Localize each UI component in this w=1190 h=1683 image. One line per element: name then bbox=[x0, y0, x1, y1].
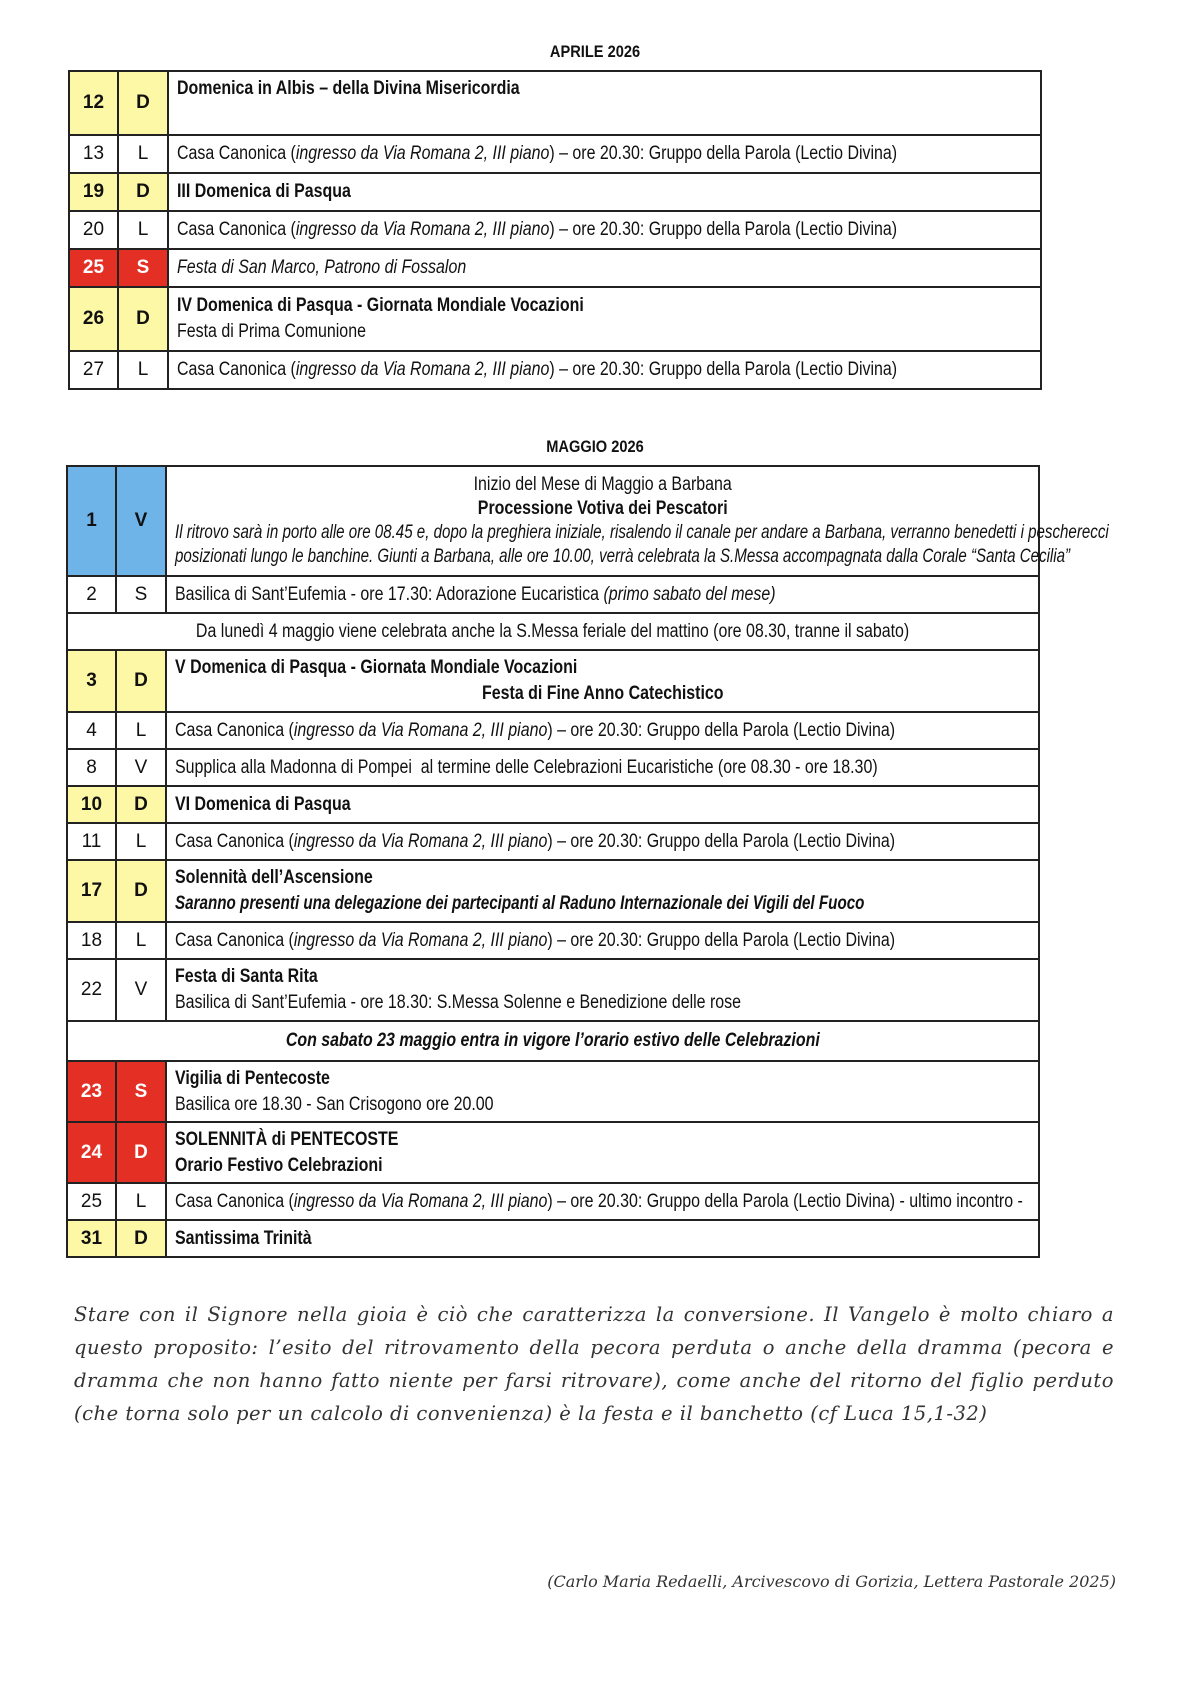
table-row bbox=[69, 211, 1041, 249]
event-description: Basilica di Sant’Eufemia - ore 17.30: Adorazione Eucaristica (primo sabato del mese) bbox=[166, 576, 1039, 613]
weekday: L bbox=[116, 712, 166, 749]
april-title: APRILE 2026 bbox=[549, 42, 641, 61]
notice-row: Con sabato 23 maggio entra in vigore l’orario estivo delle Celebrazioni bbox=[67, 1021, 1039, 1061]
day-number: 31 bbox=[67, 1220, 116, 1257]
event-description: Casa Canonica (ingresso da Via Romana 2, III piano) – ore 20.30: Gruppo della Parola (Lectio Divina) bbox=[168, 211, 1041, 249]
event-description: Inizio del Mese di Maggio a Barbana Processione Votiva dei Pescatori Il ritrovo sarà in porto alle ore 08.45 e, dopo la preghiera iniziale, risalendo il canale per andare a Barbana, verranno benedetti i pescherecci posizionati lungo le banchine. Giunti a Barbana, alle ore 10.00, verrà celebrata la S.Messa accompagnata dalla Corale “Santa Cecilia” bbox=[166, 466, 1039, 576]
day-number: 25 bbox=[67, 1183, 116, 1220]
event-description: Casa Canonica (ingresso da Via Romana 2, III piano) – ore 20.30: Gruppo della Parola (Lectio Divina) - ultimo incontro - bbox=[166, 1183, 1039, 1220]
weekday: S bbox=[116, 1061, 166, 1122]
day-number: 8 bbox=[67, 749, 116, 786]
table-row bbox=[67, 860, 1039, 922]
day-number: 12 bbox=[69, 71, 118, 135]
weekday: D bbox=[118, 71, 168, 135]
table-row bbox=[67, 786, 1039, 823]
day-number: 10 bbox=[67, 786, 116, 823]
weekday: L bbox=[116, 922, 166, 959]
table-row bbox=[69, 351, 1041, 389]
weekday: V bbox=[116, 749, 166, 786]
pastoral-quote: Stare con il Signore nella gioia è ciò che caratterizza la conversione. Il Vangelo è molto chiaro a questo proposito: l’esito del ritrovamento della pecora perduta o anche della dramma (pecora e dramma che non hanno fatto niente per farsi ritrovare), come anche del ritorno del figlio perduto (che torna solo per un calcolo di convenienza) è la festa e il banchetto (cf Luca 15,1-32) bbox=[74, 1303, 1114, 1425]
table-row bbox=[67, 959, 1039, 1021]
weekday: L bbox=[116, 1183, 166, 1220]
event-description: Vigilia di Pentecoste Basilica ore 18.30 - San Crisogono ore 20.00 bbox=[166, 1061, 1039, 1122]
weekday: L bbox=[116, 823, 166, 860]
table-row bbox=[69, 135, 1041, 173]
table-row bbox=[67, 1183, 1039, 1220]
day-number: 25 bbox=[69, 249, 118, 287]
day-number: 26 bbox=[69, 287, 118, 351]
table-row bbox=[69, 287, 1041, 351]
notice-row: Da lunedì 4 maggio viene celebrata anche la S.Messa feriale del mattino (ore 08.30, tranne il sabato) bbox=[67, 613, 1039, 650]
table-row bbox=[67, 749, 1039, 786]
event-description: Casa Canonica (ingresso da Via Romana 2, III piano) – ore 20.30: Gruppo della Parola (Lectio Divina) bbox=[166, 823, 1039, 860]
day-number: 2 bbox=[67, 576, 116, 613]
day-number: 1 bbox=[67, 466, 116, 576]
weekday: D bbox=[116, 1220, 166, 1257]
weekday: D bbox=[116, 1122, 166, 1183]
table-row bbox=[67, 712, 1039, 749]
table-row bbox=[69, 249, 1041, 287]
weekday: L bbox=[118, 211, 168, 249]
day-number: 3 bbox=[67, 650, 116, 712]
weekday: L bbox=[118, 135, 168, 173]
day-number: 18 bbox=[67, 922, 116, 959]
table-row bbox=[67, 1220, 1039, 1257]
event-description: Domenica in Albis – della Divina Misericordia bbox=[168, 71, 1041, 135]
day-number: 4 bbox=[67, 712, 116, 749]
weekday: L bbox=[118, 351, 168, 389]
event-description: VI Domenica di Pasqua bbox=[166, 786, 1039, 823]
weekday: D bbox=[116, 860, 166, 922]
table-row bbox=[67, 576, 1039, 613]
table-row bbox=[67, 650, 1039, 712]
weekday: D bbox=[116, 786, 166, 823]
day-number: 22 bbox=[67, 959, 116, 1021]
day-number: 11 bbox=[67, 823, 116, 860]
day-number: 17 bbox=[67, 860, 116, 922]
event-description: Santissima Trinità bbox=[166, 1220, 1039, 1257]
table-row bbox=[69, 71, 1041, 135]
table-row bbox=[67, 1122, 1039, 1183]
table-row bbox=[67, 466, 1039, 576]
table-row bbox=[67, 922, 1039, 959]
weekday: S bbox=[118, 249, 168, 287]
event-description: Casa Canonica (ingresso da Via Romana 2, III piano) – ore 20.30: Gruppo della Parola (Lectio Divina) bbox=[168, 351, 1041, 389]
day-number: 20 bbox=[69, 211, 118, 249]
event-description: Casa Canonica (ingresso da Via Romana 2, III piano) – ore 20.30: Gruppo della Parola (Lectio Divina) bbox=[166, 922, 1039, 959]
table-row bbox=[67, 613, 1039, 650]
weekday: V bbox=[116, 959, 166, 1021]
day-number: 19 bbox=[69, 173, 118, 211]
event-description: SOLENNITÀ di PENTECOSTE Orario Festivo Celebrazioni bbox=[166, 1122, 1039, 1183]
event-description: Solennità dell’Ascensione Saranno presenti una delegazione dei partecipanti al Raduno Internazionale dei Vigili del Fuoco bbox=[166, 860, 1039, 922]
table-row bbox=[67, 823, 1039, 860]
day-number: 27 bbox=[69, 351, 118, 389]
may-calendar-table bbox=[66, 465, 1109, 1258]
weekday: S bbox=[116, 576, 166, 613]
event-description: Festa di Santa Rita Basilica di Sant’Eufemia - ore 18.30: S.Messa Solenne e Benedizione delle rose bbox=[166, 959, 1039, 1021]
event-description: V Domenica di Pasqua - Giornata Mondiale Vocazioni Festa di Fine Anno Catechistico bbox=[166, 650, 1039, 712]
event-description: Casa Canonica (ingresso da Via Romana 2, III piano) – ore 20.30: Gruppo della Parola (Lectio Divina) bbox=[166, 712, 1039, 749]
weekday: D bbox=[118, 173, 168, 211]
table-row bbox=[67, 1061, 1039, 1122]
event-description: Supplica alla Madonna di Pompei al termine delle Celebrazioni Eucaristiche (ore 08.30 - ore 18.30) bbox=[166, 749, 1039, 786]
day-number: 24 bbox=[67, 1122, 116, 1183]
table-row bbox=[69, 173, 1041, 211]
may-title: MAGGIO 2026 bbox=[546, 437, 644, 456]
event-description: Festa di San Marco, Patrono di Fossalon bbox=[168, 249, 1041, 287]
event-description: III Domenica di Pasqua bbox=[168, 173, 1041, 211]
weekday: D bbox=[118, 287, 168, 351]
weekday: V bbox=[116, 466, 166, 576]
event-description: Casa Canonica (ingresso da Via Romana 2, III piano) – ore 20.30: Gruppo della Parola (Lectio Divina) bbox=[168, 135, 1041, 173]
weekday: D bbox=[116, 650, 166, 712]
day-number: 13 bbox=[69, 135, 118, 173]
event-description: IV Domenica di Pasqua - Giornata Mondiale Vocazioni Festa di Prima Comunione bbox=[168, 287, 1041, 351]
table-row bbox=[67, 1021, 1039, 1061]
quote-citation: (Carlo Maria Redaelli, Arcivescovo di Gorizia, Lettera Pastorale 2025) bbox=[547, 1572, 1116, 1591]
april-calendar-table bbox=[68, 70, 1042, 390]
day-number: 23 bbox=[67, 1061, 116, 1122]
